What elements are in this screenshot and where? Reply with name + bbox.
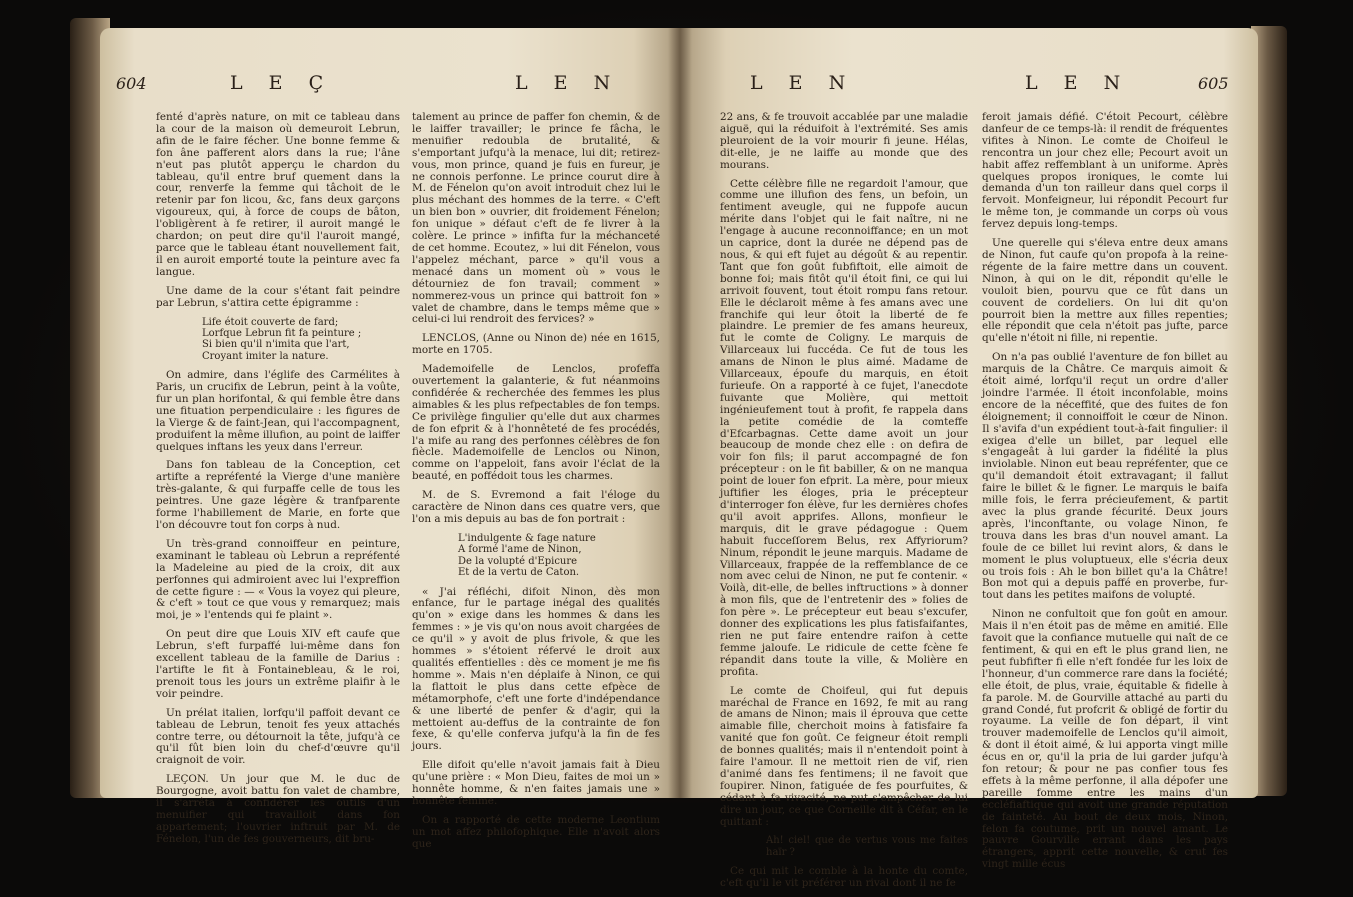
paragraph: talement au prince de paffer fon chemin, & de le laiffer travailler; le prince fe fâcha, le menuifier redoubla de brutalité, & s'emportant jufqu'à la menace, lui dit; retirez-vous, mon prince, quand je fuis en fureur, je ne connois perfonne. Le prince courut dire à M. de Fénelon qu'on avoit introduit chez lui le plus méchant des hommes de la terre. « C'eft un bien bon » ouvrier, dit froidement Fénelon; fon unique » défaut c'eft de fe livrer à la colère. Le prince » infifta fur la méchanceté de cet homme. Ecoutez, » lui dit Fénelon, vous l'appelez méchant, parce » qu'il vous a menacé dans un moment où » vous le détourniez de fon travail; comment » nommerez-vous un prince qui battroit fon » valet de chambre, dans le temps même que » celui-ci lui rendroit des fervices? » (412, 111, 660, 326)
left-page-column-1 (156, 112, 400, 853)
verse-line: Croyant imiter la nature. (202, 350, 329, 362)
paragraph: Un très-grand connoiffeur en peinture, examinant le tableau où Lebrun a repréfenté la Madeleine au pied de la croix, dit aux perfonnes qui admiroient avec lui l'expreffion de cette figure : — « Vous la voyez qui pleure, & c'eft » tout ce que vous y remarquez; mais moi, je » l'entends qui fe plaint ». (156, 537, 400, 622)
paragraph: Un prélat italien, lorfqu'il paffoit devant ce tableau de Lebrun, tenoit fes yeux attachés contre terre, ou détournoit la tête, jufqu'à ce qu'il fût bien loin du chef-d'œuvre qu'il craignoit de voir. (156, 706, 400, 767)
portrait-verse (458, 533, 660, 579)
paragraph: LEÇON. Un jour que M. le duc de Bourgogne, avoit battu fon valet de chambre, il s'arrêta à confidérer les outils d'un menuifier qui travailloit dans fon appartement; l'ouvrier inftruit par M. de Fénelon, l'un de fes gouverneurs, dit bru- (156, 773, 400, 845)
right-page (680, 28, 1258, 890)
verse-line: Et de la vertu de Caton. (458, 567, 580, 579)
paragraph: Ce qui mit le comble à la honte du comte, c'eft qu'il le vit préférer un rival dont il ne fe (720, 865, 968, 890)
paragraph: On admire, dans l'églife des Carmélites à Paris, un crucifix de Lebrun, peint à la voûte, fur un plan horifontal, & qui femble être dans une fituation perpendiculaire : les figures de la Vierge & de faint-Jean, qui l'accompagnent, produifent la même illufion, au point de laiffer quelques inftans les yeux dans l'erreur. (156, 369, 401, 453)
paragraph: fenté d'après nature, on mit ce tableau dans la cour de la maison où demeuroit Lebrun, afin de le faire fécher. Une bonne femme & fon âne pafferent alors dans la rue; l'âne n'eut pas plutôt apperçu le chardon du tableau, qu'il entre bruf quement dans la cour, renverfe la femme qui tâchoit de le retenir par fon licou, &c, fans deux garçons vigoureux, qui, à force de coups de bâton, l'obligèrent à fe retirer, il auroit mangé le chardon; on peut dire qu'il l'auroit mangé, parce que le tableau étant nouvellement fait, il en auroit emporté toute la peinture avec fa langue. (156, 111, 400, 278)
paragraph: « J'ai réfléchi, difoit Ninon, dès mon enfance, fur le partage inégal des qualités qu'on » exige dans les hommes & dans les femmes : » je vis qu'on nous avoit chargées de ce qu'il » y avoit de plus frivole, & que les hommes » s'étoient réfervé le droit aux qualités effentielles : dès ce moment je me fis homme ». Mais n'en déplaife à Ninon, ce qui la flattoit le plus dans cette efpèce de métamorphofe, c'eft une forte d'indépendance & une liberté de penfer & d'agir, qui la mettoient au-deffus de la contrainte de fon fexe, & qu'elle conferva jufqu'à la fin de fes jours. (412, 585, 660, 753)
left-page (100, 28, 680, 850)
verse-line: Lorfque Lebrun fit fa peinture ; (202, 327, 362, 339)
corneille-verse (766, 835, 968, 858)
left-page-header-right: L E N (515, 72, 621, 94)
paragraph: Une dame de la cour s'étant fait peindre par Lebrun, s'attira cette épigramme : (156, 284, 400, 309)
verse-line: Si bien qu'il n'imita que l'art, (202, 339, 350, 351)
paragraph: 22 ans, & fe trouvoit accablée par une maladie aiguë, qui la réduifoit à l'extrémité. Ses amis pleuroient de la voir mourir fi jeune. Hélas, dit-elle, je ne laiffe au monde que des mourans. (720, 111, 968, 171)
book-gutter (668, 28, 692, 798)
right-page-header-left: L E N (750, 72, 856, 94)
paragraph: Cette célèbre fille ne regardoit l'amour, que comme une illufion des fens, un befoin, un fentiment aveugle, qui ne fuppofe aucun mérite dans l'objet qui le fait naître, ni ne l'engage à aucune reconnoiffance; en un mot un caprice, dont la durée ne dépend pas de nous, & qui eft fujet au dégoût & au repentir. Tant que fon goût fubfiftoit, elle aimoit de bonne foi; mais fitôt qu'il étoit fini, ce qui lui arrivoit fouvent, tout étoit rompu fans retour. Elle le déclaroit même à fes amans avec une franchife qui leur ôtoit la liberté de fe plaindre. Le premier de fes amans heureux, fut le comte de Coligny. Le marquis de Villarceaux lui fuccéda. Ce fut de tous les amans de Ninon le plus aimé. Madame de Villarceaux, époufe du marquis, en étoit furieufe. On a rapporté à ce fujet, l'anecdote fuivante que Molière, qui mettoit ingénieufement tout à profit, fe rappela dans la petite comédie de la comteffe d'Efcarbagnas. Cette dame avoit un jour beaucoup de monde chez elle : on defira de voir fon fils; il parut accompagné de fon précepteur : on le fit babiller, & on ne manqua point de louer fon efprit. La mère, pour mieux juftifier les éloges, pria le précepteur d'interroger fon élève, fur les dernières chofes qu'il avoit apprifes. Allons, monfieur le marquis, dit le grave pédagogue : Quem habuit fucceſſorem Belus, rex Affyriorum? Ninum, répondit le jeune marquis. Madame de Villarceaux, frappée de la reffemblance de ce nom avec celui de Ninon, ne put fe contenir. « Voilà, dit-elle, de belles inftructions » à donner à mon fils, que de l'entretenir des » folies de fon père ». Le précepteur eut beau s'excufer, donner des explications les plus fatisfaifantes, rien ne put faire entendre raifon à cette femme jaloufe. Le ridicule de cette fcène fe répandit dans toute la ville, & Molière en profita. (720, 177, 968, 678)
paragraph: Ninon ne confultoit que fon goût en amour. Mais il n'en étoit pas de même en amitié. Elle favoit que la confiance mutuelle qui naît de ce fentiment, & qui en eft le plus grand lien, ne peut fubfifter fi elle n'eft fondée fur les loix de l'honneur, d'un commerce rare dans la fociété; elle étoit, de plus, vraie, équitable & fidelle à fa parole. M. de Gourville attaché au parti du grand Condé, fut profcrit & obligé de fortir du royaume. La veille de fon départ, il vint trouver mademoifelle de Lenclos qu'il aimoit, & dont il étoit aimé, & lui apporta vingt mille écus en or, qu'il la pria de lui garder jufqu'à fon retour; & pour ne pas confier tous fes effets à la même perfonne, il alla dépofer une pareille fomme entre les mains d'un eccléfiaftique qui avoit une grande réputation de fainteté. Au bout de deux mois, Ninon, felon fa coutume, prit un nouvel amant. Le pauvre Gourville errant dans les pays étrangers, apprit cette nouvelle, & crut fes vingt mille écus (982, 608, 1228, 871)
paragraph: M. de S. Evremond a fait l'éloge du caractère de Ninon dans ces quatre vers, que l'on a mis depuis au bas de fon portrait : (412, 489, 660, 525)
paragraph: On a rapporté de cette moderne Leontium un mot affez philofophique. Elle n'avoit alors que (412, 813, 660, 850)
paragraph: Elle difoit qu'elle n'avoit jamais fait à Dieu qu'une prière : « Mon Dieu, faites de moi un » honnête homme, & n'en faites jamais une » honnête femme. (412, 759, 660, 807)
left-page-number: 604 (116, 74, 147, 93)
verse-line: Ah! ciel! que de vertus vous me faites haïr ? (766, 835, 968, 858)
left-page-column-2 (412, 112, 660, 858)
paragraph: Mademoifelle de Lenclos, profeffa ouvertement la galanterie, & fut néanmoins confidérée & recherchée des femmes les plus aimables & les plus refpectables de fon temps. Ce privilège fingulier qu'elle dut aux charmes de fon efprit & à l'honnêteté de fes procédés, l'a mife au rang des perfonnes célèbres de fon fiècle. Mademoifelle de Lenclos ou Ninon, comme on l'appeloit, fans avoir l'éclat de la beauté, en poffédoit tous les charmes. (412, 363, 660, 483)
verse-line: Life étoit couverte de fard; (202, 316, 339, 328)
paragraph: feroit jamais défié. C'étoit Pecourt, célèbre danfeur de ce temps-là: il rendit de fréquentes vifites à Ninon. Le comte de Choifeul le rencontra un jour chez elle; Pecourt avoit un habit affez reffemblant à un uniforme. Après quelques propos ironiques, le comte lui demanda d'un ton railleur dans quel corps il fervoit. Monfeigneur, lui répondit Pecourt fur le même ton, je commande un corps où vous fervez depuis long-temps. (982, 111, 1228, 231)
right-page-header-right: L E N (1025, 72, 1131, 94)
paragraph: LENCLOS, (Anne ou Ninon de) née en 1615, morte en 1705. (412, 332, 660, 357)
right-page-column-1 (720, 112, 968, 897)
left-page-header-left: L E Ç (230, 72, 334, 94)
epigram (202, 317, 400, 363)
verse-line: L'indulgente & fage nature (458, 532, 596, 544)
paragraph: On n'a pas oublié l'aventure de fon billet au marquis de la Châtre. Ce marquis aimoit & étoit aimé, lorfqu'il reçut un ordre d'aller joindre l'armée. Il étoit inconfolable, moins encore de la néceffité, que des fuites de fon éloignement; il connoiffoit le cœur de Ninon. Il s'avifa d'un expédient tout-à-fait fingulier: il exigea d'elle un billet, par lequel elle s'engageât à lui garder la fidélité la plus inviolable. Ninon eut beau repréfenter, que ce qu'il demandoit étoit extravagant; il fallut faire le billet & le figner. Le marquis le baifa mille fois, le ferra précieufement, & partit avec la plus grande fécurité. Deux jours après, l'inconftante, ou volage Ninon, fe trouva dans les bras d'un nouvel amant. La foule de ce billet lui revint alors, & dans le moment le plus voluptueux, elle s'écria deux ou trois fois : Ah le bon billet qu'a la Châtre! Bon mot qui a depuis paffé en proverbe, fur-tout dans les petites maifons de volupté. (982, 351, 1228, 602)
paragraph: Le comte de Choifeul, qui fut depuis maréchal de France en 1692, fe mit au rang de amans de Ninon; mais il éprouva que cette aimable fille, cherchoit moins à fatisfaire fa vanité que fon goût. Ce feigneur étoit rempli de bonnes qualités; mais il n'entendoit point à faire l'amour. Il ne mettoit rien de vif, rien d'animé dans fes fentimens; il ne favoit que foupirer. Ninon, fatiguée de fes pourfuites, & cédant à fa vivacité, ne put s'empêcher de lui dire un jour, ce que Corneille dit à Céfar, en le quittant : (720, 684, 968, 828)
verse-line: De la volupté d'Epicure (458, 555, 578, 567)
verse-line: A formé l'ame de Ninon, (458, 544, 582, 556)
right-page-number: 605 (1198, 74, 1229, 93)
paragraph: Une querelle qui s'éleva entre deux amans de Ninon, fut caufe qu'on propofa à la reine-régente de la faire mettre dans un couvent. Ninon, à qui on le dit, répondit qu'elle le vouloit bien, pourvu que ce fût dans un couvent de cordeliers. On lui dit qu'on pourroit bien la mettre aux filles repenties; elle répondit que cela n'étoit pas jufte, parce qu'elle n'étoit ni fille, ni repentie. (982, 237, 1228, 345)
right-page-column-2 (982, 112, 1228, 878)
paragraph: On peut dire que Louis XIV eft caufe que Lebrun, s'eft furpaffé lui-même dans fon excellent tableau de la famille de Darius : l'artifte le fit à Fontainebleau, & le roi, prenoit tous les jours un extrême plaifir à le voir peindre. (156, 628, 400, 700)
paragraph: Dans fon tableau de la Conception, cet artifte a repréfenté la Vierge d'une manière très-galante, & qui furpaffe celle de tous les peintres. Une gaze légère & tranfparente forme l'habillement de Marie, en forte que l'on découvre tout fon corps à nud. (156, 459, 400, 531)
